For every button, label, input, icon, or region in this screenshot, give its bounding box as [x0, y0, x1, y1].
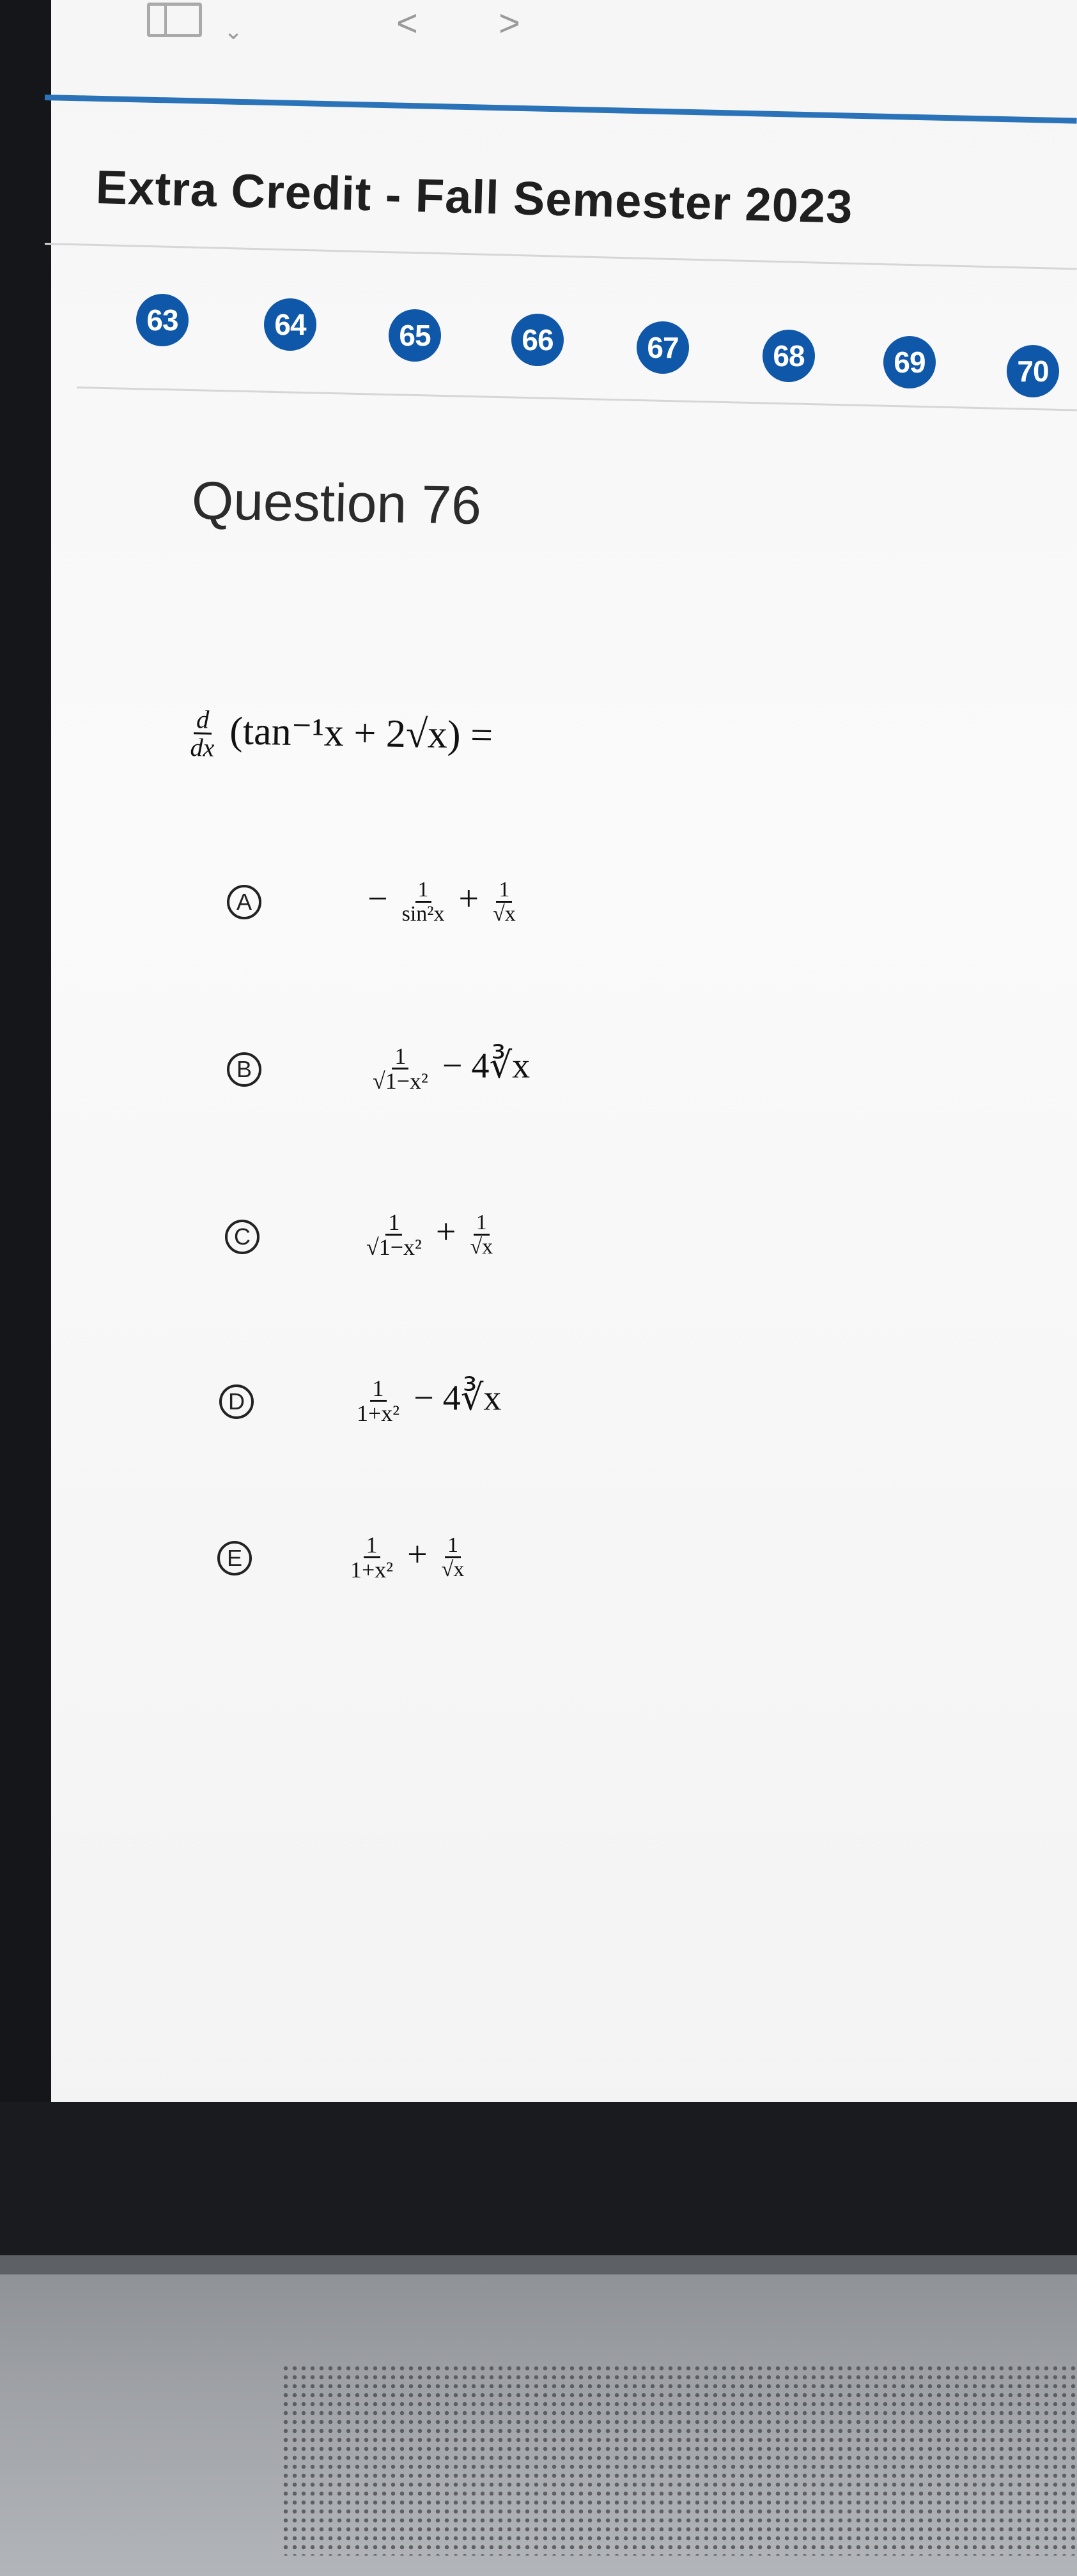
- choice-b-fraction-1: [370, 1045, 431, 1094]
- choice-e-f2-denominator: √x: [441, 1558, 465, 1582]
- radio-bubble-a[interactable]: A: [227, 885, 261, 919]
- choice-a-operator: +: [458, 879, 479, 919]
- choice-b-f1-denominator: √1−x²: [373, 1068, 428, 1094]
- choice-a-fraction-2: [490, 879, 518, 926]
- choice-d-operator: − 4∛x: [414, 1378, 502, 1418]
- answer-choice-b[interactable]: [0, 1045, 639, 1134]
- question-nav-button-64[interactable]: 64: [264, 298, 316, 351]
- choice-c-expression: [361, 1211, 498, 1260]
- choice-e-operator: +: [407, 1535, 428, 1575]
- choice-e-f2-numerator: 1: [445, 1535, 461, 1558]
- choice-a-expression: [368, 878, 521, 925]
- question-nav-button-66[interactable]: 66: [511, 314, 564, 366]
- question-nav-button-69[interactable]: 69: [883, 336, 936, 388]
- question-nav-button-68[interactable]: 68: [763, 330, 815, 382]
- derivative-denominator: dx: [190, 733, 215, 763]
- choice-c-fraction-1: [364, 1211, 424, 1260]
- choice-e-expression: [345, 1533, 469, 1583]
- sidebar-icon[interactable]: [147, 3, 202, 37]
- speaker-grille: [281, 2364, 1077, 2556]
- question-nav-button-67[interactable]: 67: [637, 321, 689, 374]
- choice-a-f2-numerator: 1: [496, 879, 512, 903]
- derivative-operator: [187, 707, 217, 762]
- choice-d-f1-denominator: 1+x²: [357, 1400, 400, 1426]
- answer-choice-a[interactable]: [0, 878, 639, 968]
- choice-c-operator: +: [435, 1212, 456, 1252]
- answer-choice-c[interactable]: [0, 1211, 639, 1300]
- choice-e-fraction-2: [439, 1535, 467, 1581]
- chevron-down-icon[interactable]: ⌄: [224, 18, 244, 44]
- choice-c-f1-numerator: 1: [385, 1211, 402, 1236]
- choice-e-f1-numerator: 1: [364, 1533, 380, 1558]
- question-heading: Question 76: [191, 470, 482, 535]
- choice-a-sign: −: [368, 879, 388, 919]
- forward-arrow-icon[interactable]: >: [499, 3, 520, 44]
- answer-choice-e[interactable]: [0, 1533, 639, 1623]
- choice-b-operator: − 4∛x: [442, 1046, 531, 1086]
- choice-d-expression: [352, 1377, 501, 1426]
- answer-choice-d[interactable]: [0, 1377, 639, 1466]
- choice-b-expression: [368, 1045, 530, 1094]
- browser-toolbar: [147, 0, 594, 51]
- choice-b-f1-numerator: 1: [392, 1045, 408, 1070]
- choice-a-f2-denominator: √x: [493, 901, 516, 926]
- page-title: Extra Credit - Fall Semester 2023: [95, 160, 854, 233]
- choice-c-f2-numerator: 1: [474, 1212, 490, 1236]
- choice-e-fraction-1: [348, 1533, 396, 1583]
- radio-bubble-d[interactable]: D: [219, 1384, 254, 1419]
- choice-a-f1-denominator: sin²x: [401, 901, 445, 926]
- choice-c-f2-denominator: √x: [470, 1235, 493, 1259]
- choice-c-fraction-2: [467, 1212, 495, 1259]
- radio-bubble-b[interactable]: B: [227, 1052, 261, 1087]
- choice-d-f1-numerator: 1: [370, 1377, 387, 1402]
- question-nav-button-70[interactable]: 70: [1007, 345, 1059, 397]
- question-nav-button-63[interactable]: 63: [136, 294, 189, 346]
- choice-d-fraction-1: [354, 1377, 402, 1426]
- choice-a-fraction-1: [399, 879, 447, 926]
- radio-bubble-e[interactable]: E: [217, 1541, 252, 1575]
- stem-expression: (tan⁻¹x + 2√x) =: [229, 709, 493, 758]
- question-stem: [185, 706, 493, 767]
- back-arrow-icon[interactable]: <: [396, 3, 418, 44]
- derivative-numerator: d: [194, 707, 212, 734]
- choice-a-f1-numerator: 1: [415, 879, 431, 903]
- choice-e-f1-denominator: 1+x²: [350, 1557, 394, 1583]
- choice-c-f1-denominator: √1−x²: [366, 1234, 422, 1260]
- question-nav-button-65[interactable]: 65: [389, 309, 441, 362]
- radio-bubble-c[interactable]: C: [225, 1220, 260, 1254]
